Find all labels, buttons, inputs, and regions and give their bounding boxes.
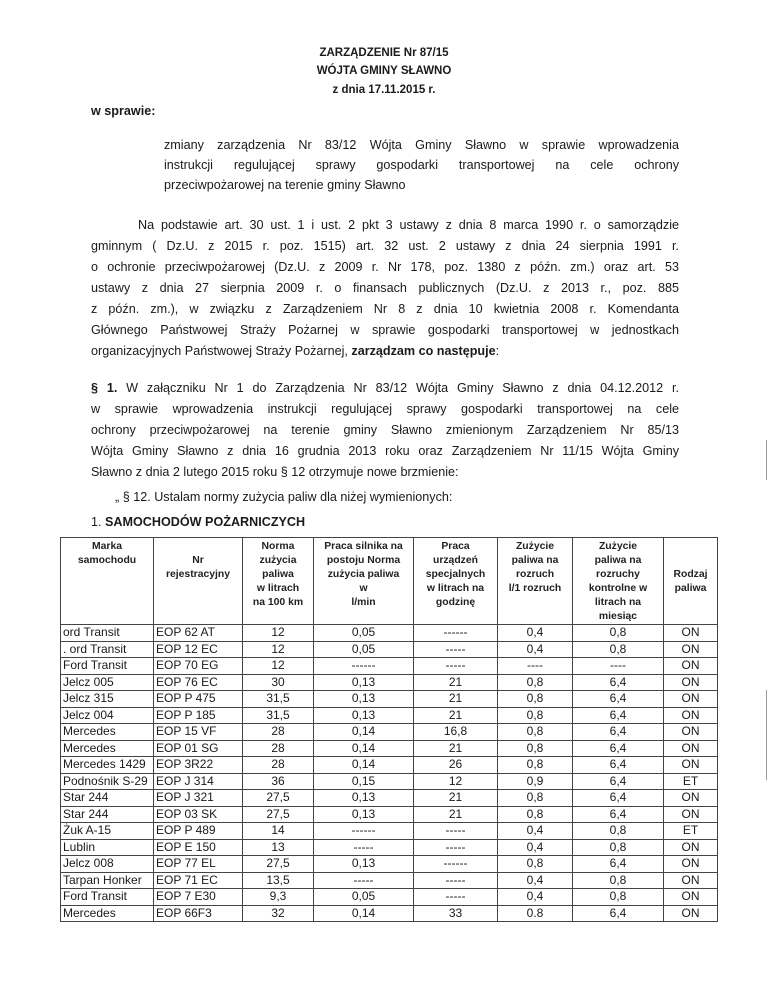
table-cell: 12 bbox=[414, 773, 498, 790]
column-header: Praca urządzeń specjalnych w litrach na godzinę bbox=[414, 538, 498, 625]
table-cell: 28 bbox=[243, 724, 314, 741]
table-cell: Star 244 bbox=[61, 806, 154, 823]
scan-artifact bbox=[766, 440, 767, 480]
table-cell: ----- bbox=[414, 641, 498, 658]
list-heading-title: SAMOCHODÓW POŻARNICZYCH bbox=[105, 515, 306, 529]
table-cell: ------ bbox=[314, 823, 414, 840]
table-cell: ON bbox=[664, 674, 718, 691]
table-cell: EOP 15 VF bbox=[154, 724, 243, 741]
table-cell: 0,4 bbox=[498, 872, 573, 889]
table-cell: Mercedes bbox=[61, 740, 154, 757]
table-cell: ----- bbox=[314, 839, 414, 856]
table-cell: 0,13 bbox=[314, 691, 414, 708]
section1-line: Wójta Gminy Sławno z dnia 16 grudnia 2013 roku oraz Zarządzeniem Nr 11/15 Wójta Gminy bbox=[91, 444, 679, 458]
table-cell: 12 bbox=[243, 641, 314, 658]
basis-line: Na podstawie art. 30 ust. 1 i ust. 2 pkt 3 ustawy z dnia 8 marca 1990 r. o samorządzie bbox=[138, 218, 679, 232]
table-cell: ----- bbox=[414, 872, 498, 889]
table-header-row bbox=[61, 538, 718, 625]
table-cell: 16,8 bbox=[414, 724, 498, 741]
basis-line: o ochronie przeciwpożarowej (Dz.U. z 2009 r. Nr 178, poz. 1380 z późn. zm.) oraz art. 53 bbox=[91, 260, 679, 274]
subject-line: zmiany zarządzenia Nr 83/12 Wójta Gminy Sławno w sprawie wprowadzenia bbox=[164, 138, 679, 152]
table-cell: EOP J 314 bbox=[154, 773, 243, 790]
section1-text: W załączniku Nr 1 do Zarządzenia Nr 83/12 Wójta Gminy Sławno z dnia 04.12.2012 r. bbox=[117, 381, 679, 395]
table-cell: ON bbox=[664, 905, 718, 922]
list-number: 1. bbox=[91, 515, 106, 529]
table-cell: ------ bbox=[414, 856, 498, 873]
table-cell: 0,8 bbox=[573, 823, 664, 840]
basis-text: organizacyjnych Państwowej Straży Pożarnej, bbox=[91, 344, 352, 358]
decision-phrase: zarządzam co następuje bbox=[351, 344, 496, 358]
table-cell: EOP J 321 bbox=[154, 790, 243, 807]
table-cell: EOP 12 EC bbox=[154, 641, 243, 658]
table-cell: 0,8 bbox=[498, 856, 573, 873]
table-cell: 13 bbox=[243, 839, 314, 856]
table-row bbox=[61, 625, 718, 642]
table-cell: 0,9 bbox=[498, 773, 573, 790]
section1-first-line bbox=[91, 380, 679, 396]
table-cell: 0,05 bbox=[314, 889, 414, 906]
table-cell: ----- bbox=[414, 658, 498, 675]
table-row bbox=[61, 839, 718, 856]
table-cell: 6,4 bbox=[573, 905, 664, 922]
table-cell: 0,8 bbox=[498, 724, 573, 741]
table-cell: ET bbox=[664, 823, 718, 840]
table-cell: 0,8 bbox=[498, 790, 573, 807]
table-cell: 0,13 bbox=[314, 856, 414, 873]
basis-line: ustawy z dnia 27 sierpnia 2009 r. o finansach publicznych (Dz.U. z 2013 r., poz. 885 bbox=[91, 281, 679, 295]
table-cell: 0,14 bbox=[314, 724, 414, 741]
table-cell: EOP 76 EC bbox=[154, 674, 243, 691]
table-cell: ----- bbox=[414, 823, 498, 840]
table-cell: ord Transit bbox=[61, 625, 154, 642]
table-cell: 6,4 bbox=[573, 773, 664, 790]
table-cell: 6,4 bbox=[573, 707, 664, 724]
table-cell: 33 bbox=[414, 905, 498, 922]
table-cell: 0,8 bbox=[498, 806, 573, 823]
basis-line: Głównego Państwowej Straży Pożarnej w sprawie gospodarki transportowej w jednostkach bbox=[91, 323, 679, 337]
ordinance-authority: WÓJTA GMINY SŁAWNO bbox=[316, 65, 452, 77]
table-cell: 6,4 bbox=[573, 757, 664, 774]
table-cell: 28 bbox=[243, 740, 314, 757]
table-row bbox=[61, 724, 718, 741]
table-row bbox=[61, 641, 718, 658]
table-cell: ON bbox=[664, 757, 718, 774]
table-cell: . ord Transit bbox=[61, 641, 154, 658]
table-cell: 0,05 bbox=[314, 641, 414, 658]
table-cell: ON bbox=[664, 790, 718, 807]
table-cell: 31,5 bbox=[243, 691, 314, 708]
table-cell: 6,4 bbox=[573, 790, 664, 807]
column-header: Zużycie paliwa na rozruchy kontrolne w litrach na miesiąc bbox=[573, 538, 664, 625]
table-row bbox=[61, 823, 718, 840]
table-cell: EOP 01 SG bbox=[154, 740, 243, 757]
table-cell: 0,4 bbox=[498, 839, 573, 856]
scan-artifact bbox=[766, 690, 767, 780]
table-cell: ---- bbox=[498, 658, 573, 675]
table-cell: 13,5 bbox=[243, 872, 314, 889]
column-header: Rodzaj paliwa bbox=[664, 538, 718, 625]
table-cell: 21 bbox=[414, 790, 498, 807]
column-header: Zużycie paliwa na rozruch l/1 rozruch bbox=[498, 538, 573, 625]
table-cell: 0,8 bbox=[498, 740, 573, 757]
table-cell: 21 bbox=[414, 806, 498, 823]
table-cell: 21 bbox=[414, 674, 498, 691]
table-cell: 27,5 bbox=[243, 806, 314, 823]
table-cell: EOP P 489 bbox=[154, 823, 243, 840]
table-cell: 6,4 bbox=[573, 856, 664, 873]
table-cell: EOP 7 E30 bbox=[154, 889, 243, 906]
section1-line: w sprawie wprowadzenia instrukcji regulującej sprawy gospodarki transportowej na cele bbox=[91, 402, 679, 416]
section1-line: ochrony przeciwpożarowej na terenie gminy Sławno zmienionym Zarządzeniem Nr 85/13 bbox=[91, 423, 679, 437]
ordinance-date: z dnia 17.11.2015 r. bbox=[332, 84, 436, 96]
column-header: Marka samochodu bbox=[61, 538, 154, 625]
table-row bbox=[61, 856, 718, 873]
table-cell: 0,8 bbox=[498, 674, 573, 691]
fuel-norms-table bbox=[60, 537, 718, 922]
column-header: Nr rejestracyjny bbox=[154, 538, 243, 625]
table-cell: EOP 3R22 bbox=[154, 757, 243, 774]
table-cell: ON bbox=[664, 658, 718, 675]
column-header: Praca silnika na postoju Norma zużycia paliwa w l/min bbox=[314, 538, 414, 625]
table-cell: 27,5 bbox=[243, 790, 314, 807]
table-cell: ----- bbox=[414, 839, 498, 856]
table-cell: Mercedes bbox=[61, 905, 154, 922]
table-cell: 0,13 bbox=[314, 707, 414, 724]
table-cell: EOP 71 EC bbox=[154, 872, 243, 889]
table-cell: Jelcz 005 bbox=[61, 674, 154, 691]
table-cell: 6,4 bbox=[573, 806, 664, 823]
table-cell: 9,3 bbox=[243, 889, 314, 906]
table-cell: Ford Transit bbox=[61, 889, 154, 906]
table-cell: ON bbox=[664, 872, 718, 889]
table-cell: 0,14 bbox=[314, 740, 414, 757]
table-row bbox=[61, 889, 718, 906]
table-cell: ON bbox=[664, 641, 718, 658]
table-cell: Jelcz 004 bbox=[61, 707, 154, 724]
table-cell: EOP E 150 bbox=[154, 839, 243, 856]
table-cell: ON bbox=[664, 856, 718, 873]
table-cell: ON bbox=[664, 707, 718, 724]
table-cell: EOP 62 AT bbox=[154, 625, 243, 642]
table-cell: 21 bbox=[414, 740, 498, 757]
table-cell: 0,8 bbox=[498, 757, 573, 774]
section12-text: „ § 12. Ustalam normy zużycia paliw dla niżej wymienionych: bbox=[115, 490, 453, 504]
table-cell: EOP 66F3 bbox=[154, 905, 243, 922]
table-cell: Jelcz 315 bbox=[61, 691, 154, 708]
table-cell: ON bbox=[664, 691, 718, 708]
table-cell: 0,4 bbox=[498, 625, 573, 642]
table-row bbox=[61, 740, 718, 757]
table-cell: ON bbox=[664, 889, 718, 906]
list-heading bbox=[91, 514, 305, 530]
table-cell: 0,8 bbox=[573, 839, 664, 856]
subject-line: instrukcji regulującej sprawy gospodarki transportowej na cele ochrony bbox=[164, 158, 679, 172]
table-cell: 0,8 bbox=[573, 889, 664, 906]
table-cell: 6,4 bbox=[573, 691, 664, 708]
table-cell: 14 bbox=[243, 823, 314, 840]
table-cell: ----- bbox=[314, 872, 414, 889]
table-cell: Podnośnik S-29 bbox=[61, 773, 154, 790]
table-cell: EOP 70 EG bbox=[154, 658, 243, 675]
table-cell: ON bbox=[664, 740, 718, 757]
table-cell: 0,8 bbox=[498, 691, 573, 708]
table-cell: 0,4 bbox=[498, 889, 573, 906]
table-cell: 31,5 bbox=[243, 707, 314, 724]
table-cell: 0,8 bbox=[573, 641, 664, 658]
ordinance-title: ZARZĄDZENIE Nr 87/15 bbox=[319, 47, 449, 59]
table-cell: Ford Transit bbox=[61, 658, 154, 675]
subject-line: przeciwpożarowej na terenie gminy Sławno bbox=[164, 178, 406, 192]
table-cell: 21 bbox=[414, 691, 498, 708]
table-cell: Mercedes bbox=[61, 724, 154, 741]
table-cell: Tarpan Honker bbox=[61, 872, 154, 889]
table-cell: 30 bbox=[243, 674, 314, 691]
table-cell: 0,4 bbox=[498, 823, 573, 840]
table-cell: ------ bbox=[314, 658, 414, 675]
table-row bbox=[61, 707, 718, 724]
table-cell: 0,4 bbox=[498, 641, 573, 658]
table-cell: 27,5 bbox=[243, 856, 314, 873]
table-cell: EOP 03 SK bbox=[154, 806, 243, 823]
table-cell: 0,13 bbox=[314, 790, 414, 807]
table-cell: 12 bbox=[243, 625, 314, 642]
table-cell: 0.8 bbox=[498, 905, 573, 922]
table-cell: 6,4 bbox=[573, 740, 664, 757]
table-cell: ------ bbox=[414, 625, 498, 642]
subject-label: w sprawie: bbox=[91, 104, 156, 118]
table-cell: 21 bbox=[414, 707, 498, 724]
table-cell: 26 bbox=[414, 757, 498, 774]
table-cell: 0,13 bbox=[314, 674, 414, 691]
table-cell: ON bbox=[664, 625, 718, 642]
table-cell: 0,15 bbox=[314, 773, 414, 790]
table-cell: 0,14 bbox=[314, 757, 414, 774]
table-cell: 0,13 bbox=[314, 806, 414, 823]
table-row bbox=[61, 773, 718, 790]
table-cell: Żuk A-15 bbox=[61, 823, 154, 840]
table-cell: Mercedes 1429 bbox=[61, 757, 154, 774]
table-cell: 0,8 bbox=[573, 872, 664, 889]
basis-last-line bbox=[91, 343, 679, 359]
basis-line: z późn. zm.), w związku z Zarządzeniem Nr 8 z dnia 10 kwietnia 2008 r. Komendanta bbox=[91, 302, 679, 316]
table-row bbox=[61, 872, 718, 889]
table-cell: 0,14 bbox=[314, 905, 414, 922]
table-cell: 36 bbox=[243, 773, 314, 790]
table-row bbox=[61, 757, 718, 774]
table-row bbox=[61, 674, 718, 691]
table-row bbox=[61, 658, 718, 675]
table-cell: ON bbox=[664, 724, 718, 741]
table-cell: ET bbox=[664, 773, 718, 790]
section1-line: Sławno z dnia 2 lutego 2015 roku § 12 otrzymuje nowe brzmienie: bbox=[91, 465, 459, 479]
basis-line: gminnym ( Dz.U. z 2015 r. poz. 1515) art. 32 ust. 2 ustawy z dnia 24 sierpnia 1991 r. bbox=[91, 239, 679, 253]
table-cell: Star 244 bbox=[61, 790, 154, 807]
table-row bbox=[61, 806, 718, 823]
colon: : bbox=[495, 344, 500, 358]
table-cell: EOP P 185 bbox=[154, 707, 243, 724]
table-row bbox=[61, 905, 718, 922]
table-cell: 6,4 bbox=[573, 724, 664, 741]
table-cell: 0,8 bbox=[498, 707, 573, 724]
table-cell: 0,8 bbox=[573, 625, 664, 642]
table-cell: ON bbox=[664, 806, 718, 823]
table-cell: EOP P 475 bbox=[154, 691, 243, 708]
table-cell: ON bbox=[664, 839, 718, 856]
table-row bbox=[61, 790, 718, 807]
table-cell: Lublin bbox=[61, 839, 154, 856]
table-cell: 28 bbox=[243, 757, 314, 774]
column-header: Norma zużycia paliwa w litrach na 100 km bbox=[243, 538, 314, 625]
table-cell: Jelcz 008 bbox=[61, 856, 154, 873]
table-cell: 12 bbox=[243, 658, 314, 675]
section1-label: § 1. bbox=[91, 381, 118, 395]
table-cell: 6,4 bbox=[573, 674, 664, 691]
table-cell: 32 bbox=[243, 905, 314, 922]
table-cell: EOP 77 EL bbox=[154, 856, 243, 873]
table-row bbox=[61, 691, 718, 708]
table-cell: ---- bbox=[573, 658, 664, 675]
table-cell: ----- bbox=[414, 889, 498, 906]
table-cell: 0,05 bbox=[314, 625, 414, 642]
